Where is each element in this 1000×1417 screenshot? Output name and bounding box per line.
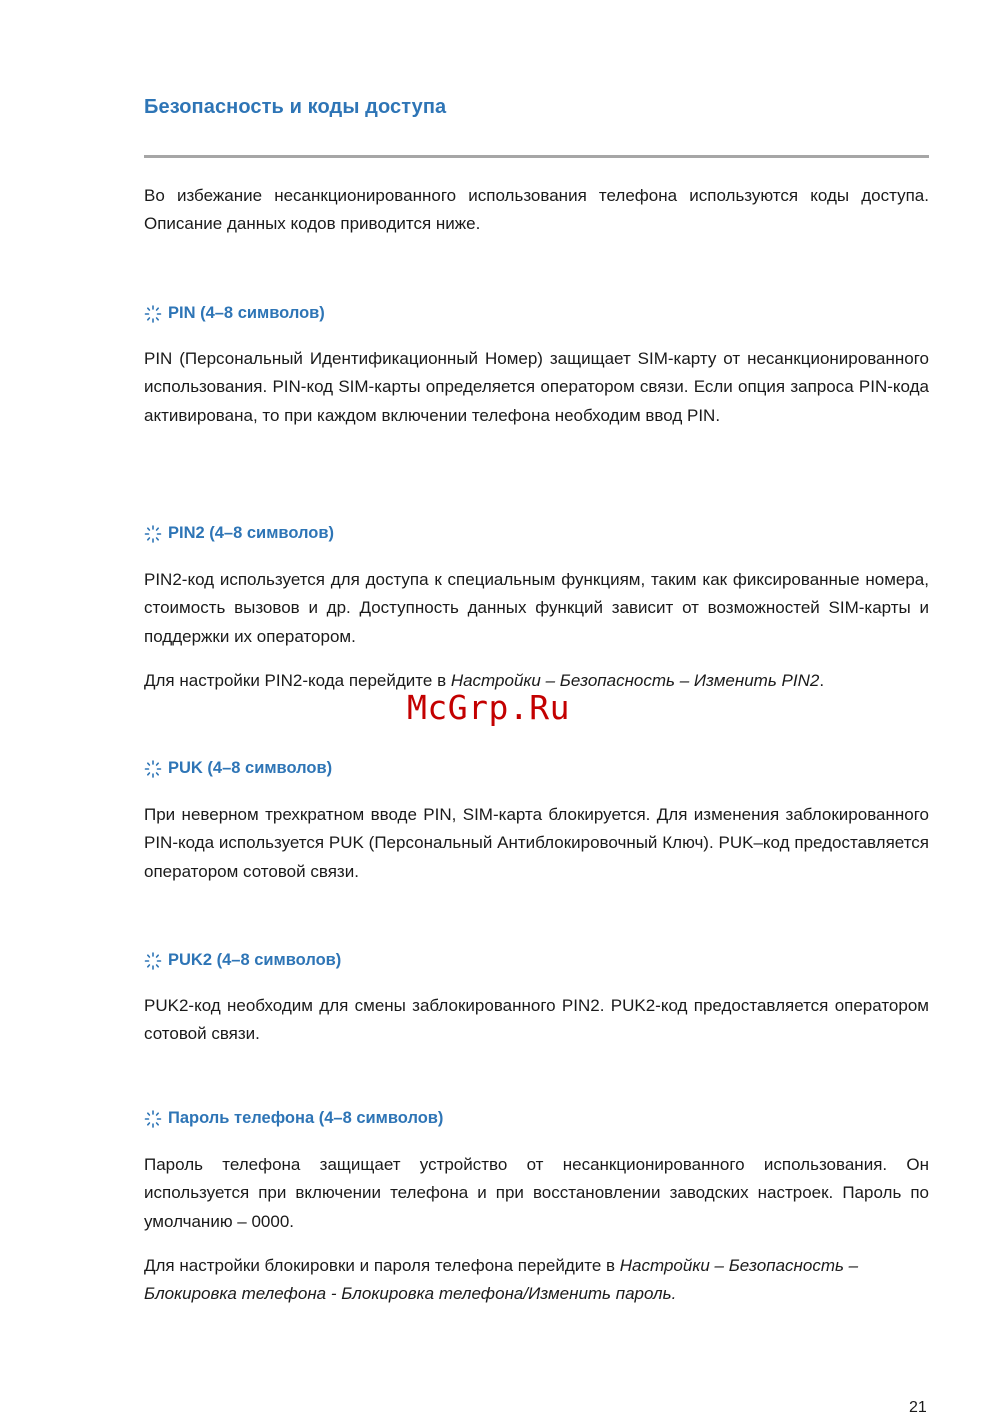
section-heading-puk [143,759,332,778]
settings-suffix: . [819,671,825,690]
settings-prefix: Для настройки PIN2-кода перейдите в [144,671,451,690]
sparkle-icon [143,760,164,778]
section-paragraph: PIN2-код используется для доступа к специальным функциям, таким как фиксированные номера, стоимость вызовов и др. Доступность данных функций зависит от возможностей SIM-карты и поддержки их оператором. [144,570,929,646]
section-heading-text: PUK (4–8 символов) [168,759,333,777]
section-heading-pin [143,304,325,323]
section-paragraph: Пароль телефона защищает устройство от несанкционированного использования. Он используется при включении телефона и при восстановлении заводских настроек. Пароль по умолчанию – 0000. [144,1155,929,1231]
section-heading-pin2 [143,524,334,543]
sparkle-icon [143,305,164,323]
section-paragraph: При неверном трехкратном вводе PIN, SIM-карта блокируется. Для изменения заблокированного PIN-кода используется PUK (Персональный Антиблокировочный Ключ). PUK–код предоставляется оператором сотовой связи. [144,805,929,881]
section-heading-phone-password [143,1109,443,1128]
settings-instruction [144,1252,929,1309]
sparkle-icon [143,525,164,543]
section-heading-text: PIN (4–8 символов) [168,304,325,322]
section-paragraph: PUK2-код необходим для смены заблокированного PIN2. PUK2-код предоставляется оператором сотовой связи. [144,996,929,1044]
sparkle-icon [143,952,164,970]
settings-prefix: Для настройки блокировки и пароля телефона перейдите в [144,1256,620,1275]
sparkle-icon [143,1110,164,1128]
page-number: 21 [909,1399,927,1416]
title-divider [144,155,929,158]
section-heading-text: PUK2 (4–8 символов) [168,951,342,969]
section-paragraph: PIN (Персональный Идентификационный Номер) защищает SIM-карту от несанкционированного использования. PIN-код SIM-карты определяется оператором связи. Если опция запроса PIN-кода активирована, то при каждом включении телефона необходим ввод PIN. [144,349,929,425]
section-heading-text: PIN2 (4–8 символов) [168,524,334,542]
settings-path: Настройки – Безопасность – Изменить PIN2 [450,671,820,690]
watermark: McGrp.Ru [407,688,570,727]
section-heading-text: Пароль телефона (4–8 символов) [168,1109,444,1127]
settings-path: Настройки – Безопасность – Блокировка телефона - Блокировка телефона/Изменить пароль. [144,1256,859,1304]
intro-paragraph: Во избежание несанкционированного использования телефона используются коды доступа. Описание данных кодов приводится ниже. [144,186,929,234]
page-title: Безопасность и коды доступа [144,96,447,118]
section-heading-puk2 [143,951,341,970]
